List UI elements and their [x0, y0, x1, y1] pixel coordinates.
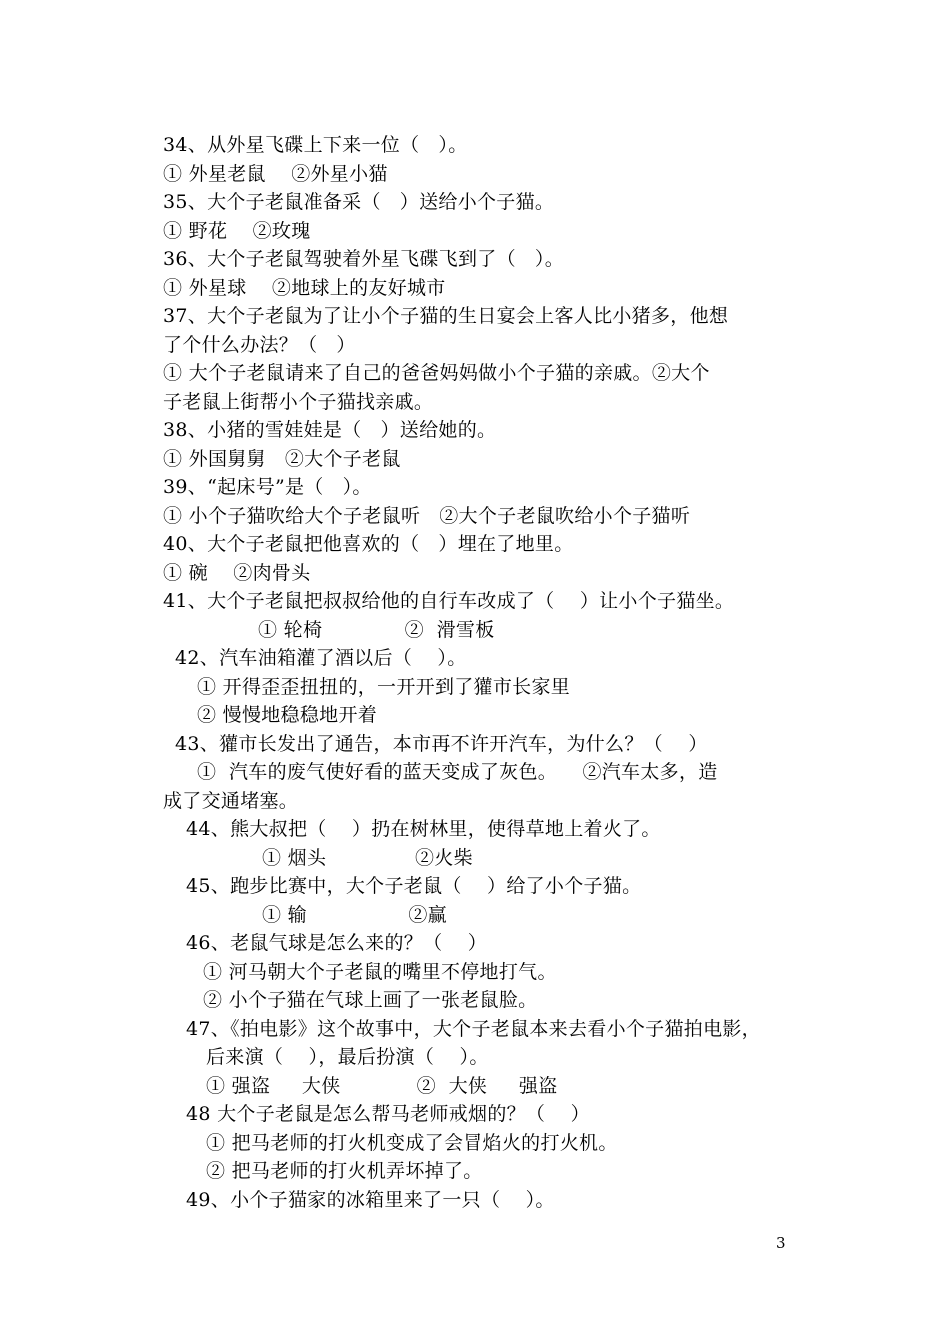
- options-43-line2: 成了交通堵塞。: [163, 790, 299, 812]
- question-37-line2: 了个什么办法？（ ）: [163, 334, 356, 356]
- option-48-1: ① 把马老师的打火机变成了会冒焰火的打火机。: [206, 1132, 618, 1154]
- question-36: 36、大个子老鼠驾驶着外星飞碟飞到了（ ）。: [163, 248, 564, 270]
- question-40: 40、大个子老鼠把他喜欢的（ ）埋在了地里。: [163, 533, 574, 555]
- options-37-line1: ① 大个子老鼠请来了自己的爸爸妈妈做小个子猫的亲戚。②大个: [163, 362, 710, 384]
- option-42-1: ① 开得歪歪扭扭的，一开开到了獾市长家里: [197, 676, 571, 698]
- option-42-2: ② 慢慢地稳稳地开着: [197, 704, 378, 726]
- options-38: ① 外国舅舅 ②大个子老鼠: [163, 448, 401, 470]
- question-49: 49、小个子猫家的冰箱里来了一只（ ）。: [186, 1189, 555, 1211]
- question-34: 34、从外星飞碟上下来一位（ ）。: [163, 134, 468, 156]
- option-48-2: ② 把马老师的打火机弄坏掉了。: [206, 1160, 483, 1182]
- question-46: 46、老鼠气球是怎么来的？（ ）: [186, 932, 488, 954]
- question-44: 44、熊大叔把（ ）扔在树林里，使得草地上着火了。: [186, 818, 661, 840]
- options-45: ① 输 ②赢: [262, 904, 447, 926]
- question-47-line1: 47、《拍电影》这个故事中，大个子老鼠本来去看小个子猫拍电影，: [186, 1018, 761, 1040]
- question-37-line1: 37、大个子老鼠为了让小个子猫的生日宴会上客人比小猪多，他想: [163, 305, 729, 327]
- options-40: ① 碗 ②肉骨头: [163, 562, 311, 584]
- options-37-line2: 子老鼠上街帮小个子猫找亲戚。: [163, 391, 434, 413]
- option-46-1: ① 河马朝大个子老鼠的嘴里不停地打气。: [203, 961, 557, 983]
- options-43-line1: ① 汽车的废气使好看的蓝天变成了灰色。 ②汽车太多，造: [197, 761, 718, 783]
- page-number: 3: [776, 1234, 786, 1252]
- option-46-2: ② 小个子猫在气球上画了一张老鼠脸。: [203, 989, 538, 1011]
- options-36: ① 外星球 ②地球上的友好城市: [163, 277, 446, 299]
- question-48: 48 大个子老鼠是怎么帮马老师戒烟的？（ ）: [186, 1103, 590, 1125]
- question-38: 38、小猪的雪娃娃是（ ）送给她的。: [163, 419, 497, 441]
- options-44: ① 烟头 ②火柴: [262, 847, 473, 869]
- question-41: 41、大个子老鼠把叔叔给他的自行车改成了（ ）让小个子猫坐。: [163, 590, 735, 612]
- options-39: ① 小个子猫吹给大个子老鼠听 ②大个子老鼠吹给小个子猫听: [163, 505, 691, 527]
- options-34: ① 外星老鼠 ②外星小猫: [163, 163, 388, 185]
- question-45: 45、跑步比赛中，大个子老鼠（ ）给了小个子猫。: [186, 875, 642, 897]
- options-47: ① 强盗 大侠 ② 大侠 强盗: [206, 1075, 558, 1097]
- question-47-line2: 后来演（ ），最后扮演（ ）。: [206, 1046, 489, 1068]
- question-39: 39、“起床号”是（ ）。: [163, 476, 372, 498]
- question-43: 43、獾市长发出了通告，本市再不许开汽车，为什么？（ ）: [175, 733, 708, 755]
- question-35: 35、大个子老鼠准备采（ ）送给小个子猫。: [163, 191, 555, 213]
- question-42: 42、汽车油箱灌了酒以后（ ）。: [175, 647, 467, 669]
- options-41: ① 轮椅 ② 滑雪板: [258, 619, 495, 641]
- options-35: ① 野花 ②玫瑰: [163, 220, 311, 242]
